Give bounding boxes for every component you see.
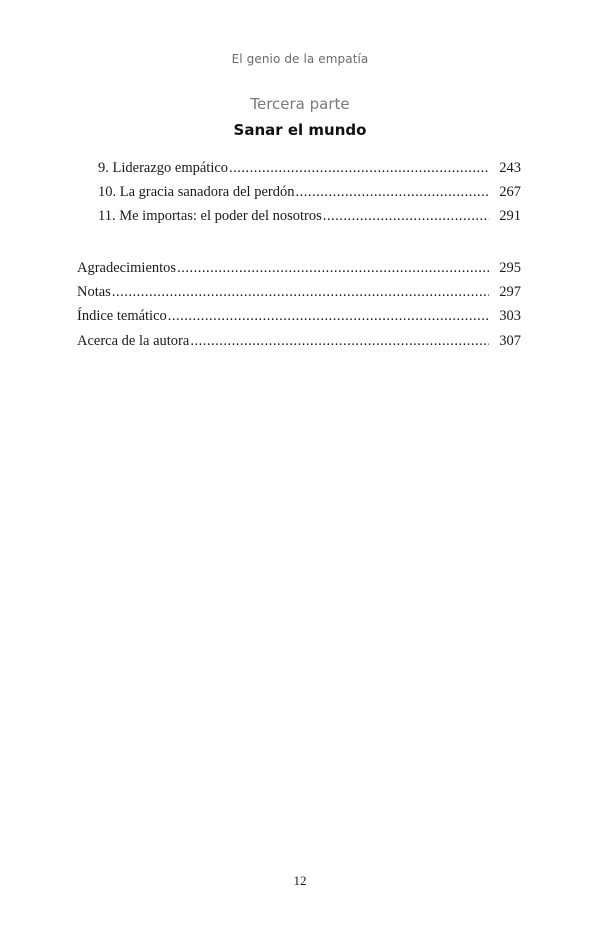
dot-leader <box>168 304 489 328</box>
dot-leader <box>112 280 489 304</box>
toc-entry-page: 303 <box>499 308 521 325</box>
dot-leader <box>323 204 489 228</box>
toc-entry-title: Agradecimientos <box>77 260 177 276</box>
page-number: 12 <box>293 873 307 888</box>
toc-entry-page: 291 <box>499 208 521 225</box>
dot-leader <box>190 329 489 353</box>
toc-entry-page: 295 <box>499 260 521 276</box>
toc-entry-agradecimientos[interactable] <box>77 256 521 280</box>
toc-entry-title: Acerca de la autora <box>77 332 190 349</box>
toc-entry-title: Índice temático <box>77 308 167 325</box>
toc-back-matter <box>0 256 600 353</box>
toc-chapters <box>0 156 600 229</box>
toc-entry-notas[interactable] <box>77 280 521 304</box>
toc-entry-chapter-10[interactable] <box>98 180 521 204</box>
toc-entry-page: 243 <box>499 160 521 176</box>
toc-entry-title: 9. Liderazgo empático <box>98 160 229 176</box>
part-title: Sanar el mundo <box>233 121 367 139</box>
toc-entry-page: 307 <box>499 332 521 349</box>
dot-leader <box>177 256 489 280</box>
part-label: Tercera parte <box>250 95 350 113</box>
dot-leader <box>229 156 489 180</box>
toc-entry-title: Notas <box>77 284 111 301</box>
toc-entry-chapter-11[interactable] <box>98 204 521 228</box>
toc-entry-chapter-9[interactable] <box>98 156 521 180</box>
toc-entry-title: 11. Me importas: el poder del nosotros <box>98 208 322 225</box>
running-header: El genio de la empatía <box>231 52 369 66</box>
toc-entry-acerca-de-la-autora[interactable] <box>77 329 521 353</box>
dot-leader <box>295 180 489 204</box>
toc-entry-page: 297 <box>499 284 521 301</box>
toc-entry-indice-tematico[interactable] <box>77 304 521 328</box>
toc-entry-title: 10. La gracia sanadora del perdón <box>98 184 295 201</box>
toc-entry-page: 267 <box>499 184 521 201</box>
